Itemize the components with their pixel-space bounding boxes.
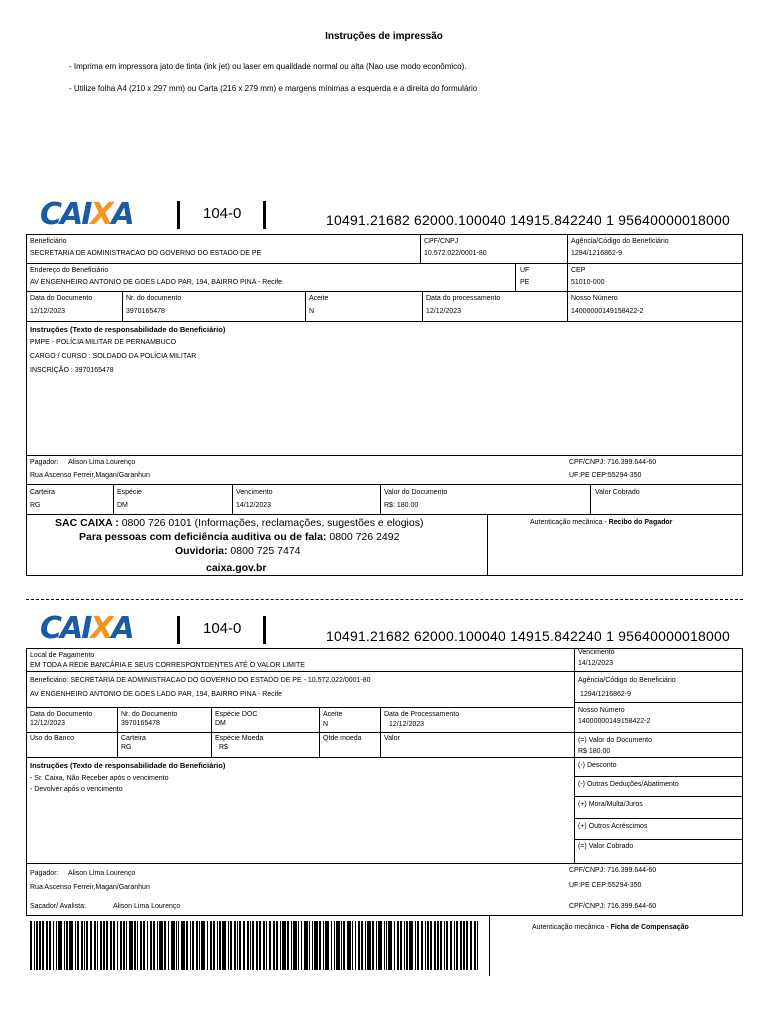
barcode-bar <box>66 921 68 970</box>
barcode-bar <box>293 921 297 970</box>
data-processamento-value: 12/12/2023 <box>389 721 425 728</box>
aceite-label: Aceite <box>323 711 343 718</box>
barcode-bar <box>178 921 179 970</box>
desconto-label: (-) Desconto <box>578 762 617 769</box>
barcode-bar <box>291 921 292 970</box>
barcode-bar <box>34 921 35 970</box>
barcode-bar <box>477 921 478 970</box>
outras-deducoes-label: (-) Outras Deduções/Abatimento <box>578 781 679 788</box>
barcode-bar <box>168 921 169 970</box>
barcode-bar <box>159 921 163 970</box>
barcode-bar <box>192 921 194 970</box>
barcode-bar <box>69 921 73 970</box>
instrucoes-label: Instruções (Texto de responsabilidade do Beneficiário) <box>30 761 226 770</box>
barcode-bar <box>84 921 85 970</box>
barcode-bar <box>30 921 32 970</box>
barcode-bar <box>384 921 385 970</box>
instrucao-line: - Devolver após o vencimento <box>30 786 123 793</box>
barcode-bar <box>228 921 229 970</box>
site-link[interactable]: caixa.gov.br <box>206 562 267 574</box>
barcode-bar <box>397 921 399 970</box>
agencia-value: 1294/1216862-9 <box>571 250 622 257</box>
instrucoes-label: Instruções (Texto de responsabilidade do Beneficiário) <box>30 325 226 334</box>
barcode-bar <box>86 921 88 970</box>
barcode-bar <box>282 921 286 970</box>
header-divider <box>263 616 266 644</box>
agencia-value: 1294/1216862-9 <box>580 691 631 698</box>
barcode-bar <box>46 921 48 970</box>
barcode-bar <box>434 921 436 970</box>
nosso-numero-label: Nosso Número <box>571 295 618 302</box>
barcode-bar <box>250 921 251 970</box>
print-instructions-title: Instruções de impressão <box>325 31 443 42</box>
barcode-bar <box>323 921 324 970</box>
barcode-bar <box>97 921 98 970</box>
barcode-bar <box>176 921 177 970</box>
pagador-endereco: Rua Ascenso Ferreir,Magan/Garanhun <box>30 884 150 891</box>
barcode-bar <box>77 921 79 970</box>
barcode-bar <box>126 921 127 970</box>
carteira-label: Carteira <box>30 489 55 496</box>
barcode-bar <box>280 921 281 970</box>
barcode-bar <box>437 921 439 970</box>
aceite-label: Aceite <box>309 295 329 302</box>
valor-documento-value: R$: 180.00 <box>384 502 419 509</box>
barcode-bar <box>460 921 462 970</box>
especie-moeda-label: Espécie Moeda <box>215 735 264 742</box>
barcode-bar <box>164 921 166 970</box>
uso-banco-label: Uso do Banco <box>30 735 74 742</box>
barcode-bar <box>56 921 57 970</box>
barcode-bar <box>81 921 83 970</box>
bank-code: 104-0 <box>203 620 242 637</box>
barcode-bar <box>409 921 413 970</box>
barcode-bar <box>181 921 185 970</box>
sacador-label: Sacador/ Avalista: <box>30 903 86 910</box>
sacador-value: Alison Lima Lourenço <box>113 903 181 910</box>
vencimento-value: 14/12/2023 <box>578 660 614 667</box>
barcode-bar <box>343 921 345 970</box>
barcode-bar <box>219 921 221 970</box>
bank-code: 104-0 <box>203 205 242 222</box>
barcode-bar <box>378 921 382 970</box>
barcode-bar <box>53 921 54 970</box>
pagador-endereco: Rua Ascenso Ferreir,Magan/Garanhun <box>30 472 150 479</box>
nosso-numero-value: 14000000149158422-2 <box>571 308 644 315</box>
barcode-bar <box>466 921 468 970</box>
barcode-bar <box>252 921 254 970</box>
instrucao-line: CARGO / CURSO : SOLDADO DA POLÍCIA MILITAR <box>30 353 197 360</box>
barcode-bar <box>427 921 429 970</box>
print-instruction-1: - Imprima em impressora jato de tinta (ink jet) ou laser em qualidade normal ou alta (Nao use modo econômico). <box>69 62 467 71</box>
beneficiario-label: Beneficiário <box>30 238 67 245</box>
barcode-bar <box>269 921 271 970</box>
data-documento-value: 12/12/2023 <box>30 308 66 315</box>
barcode-bar <box>400 921 402 970</box>
barcode-bar <box>444 921 445 970</box>
barcode-bar <box>417 921 419 970</box>
barcode-bar <box>314 921 318 970</box>
valor-cobrado-label: Valor Cobrado <box>595 489 640 496</box>
barcode-bar <box>140 921 142 970</box>
barcode-bar <box>425 921 426 970</box>
barcode-bar <box>150 921 152 970</box>
valor-label: Valor <box>384 735 400 742</box>
digitable-line: 10491.21682 62000.100040 14915.842240 1 95640000018000 <box>326 212 730 228</box>
local-pagamento-value: EM TODA A REDE BANCÁRIA E SEUS CORRESPONTDENTES ATÉ O VALOR LIMITE <box>30 662 305 669</box>
pagador-cpf: CPF/CNPJ: 716.399.644-60 <box>569 867 657 874</box>
barcode-bar <box>336 921 340 970</box>
especie-moeda-value: R$ <box>219 744 228 751</box>
barcode-bar <box>199 921 200 970</box>
barcode-bar <box>446 921 448 970</box>
pagador-uf-cep: UF:PE CEP:55294-350 <box>569 882 642 889</box>
barcode <box>30 921 480 970</box>
barcode-bar <box>470 921 472 970</box>
aceite-value: N <box>323 721 329 728</box>
barcode-bar <box>113 921 115 970</box>
autenticacao-recibo: Autenticação mecânica - Recibo do Pagador <box>530 519 673 526</box>
qtde-moeda-label: Qtde moeda <box>323 735 362 742</box>
local-pagamento-label: Local de Pagamento <box>30 652 95 659</box>
barcode-bar <box>287 921 289 970</box>
barcode-bar <box>49 921 51 970</box>
caixa-logo: CAIXA <box>40 197 133 232</box>
barcode-bar <box>58 921 62 970</box>
barcode-bar <box>75 921 76 970</box>
data-processamento-label: Data de Processamento <box>384 711 460 718</box>
barcode-bar <box>341 921 342 970</box>
barcode-bar <box>110 921 112 970</box>
barcode-bar <box>213 921 215 970</box>
instrucao-line: INSCRIÇÃO : 3970165478 <box>30 367 114 374</box>
cpfcnpj-label: CPF/CNPJ <box>424 238 459 245</box>
barcode-bar <box>196 921 198 970</box>
carteira-value: RG <box>121 744 132 751</box>
barcode-bar <box>334 921 335 970</box>
autenticacao-ficha: Autenticação mecânica - Ficha de Compensação <box>532 924 689 931</box>
barcode-bar <box>120 921 122 970</box>
barcode-bar <box>474 921 476 970</box>
carteira-value: RG <box>30 502 41 509</box>
nr-documento-label: Nr. do documento <box>126 295 182 302</box>
digitable-line: 10491.21682 62000.100040 14915.842240 1 95640000018000 <box>326 628 730 644</box>
barcode-bar <box>153 921 155 970</box>
instrucao-line: PMPE - POLÍCIA MILITAR DE PERNAMBUCO <box>30 339 177 346</box>
header-divider <box>177 616 180 644</box>
barcode-bar <box>304 921 308 970</box>
beneficiario-line: Beneficiário: SECRETARIA DE ADMINISTRACAO DO GOVERNO DO ESTADO DE PE - 10.572.022/0001-80 <box>30 677 371 684</box>
cpfcnpj-value: 10.572.022/0001-80 <box>424 250 487 257</box>
barcode-bar <box>298 921 299 970</box>
deficiencia-line: Para pessoas com deficiência auditiva ou de fala: 0800 726 2492 <box>79 531 400 543</box>
barcode-bar <box>319 921 321 970</box>
pagador-label: Pagador: <box>30 459 59 466</box>
barcode-bar <box>237 921 238 970</box>
barcode-bar <box>147 921 148 970</box>
sac-line: SAC CAIXA : 0800 726 0101 (Informações, reclamações, sugestões e elogios) <box>55 517 424 529</box>
barcode-bar <box>157 921 158 970</box>
mora-multa-label: (+) Mora/Multa/Juros <box>578 801 643 808</box>
barcode-bar <box>222 921 226 970</box>
cep-label: CEP <box>571 267 586 274</box>
data-documento-label: Data do Documento <box>30 711 93 718</box>
barcode-bar <box>386 921 387 970</box>
barcode-bar <box>90 921 92 970</box>
pagador-value: Alison Lima Lourenço <box>68 870 136 877</box>
pagador-label: Pagador: <box>30 870 59 877</box>
especie-doc-label: Espécie DOC <box>215 711 258 718</box>
aceite-value: N <box>309 308 315 315</box>
barcode-bar <box>388 921 392 970</box>
barcode-bar <box>247 921 249 970</box>
instrucao-line: - Sr. Caixa, Não Receber após o vencimento <box>30 775 169 782</box>
vencimento-label: Vencimento <box>236 489 273 496</box>
outros-acrescimos-label: (+) Outros Acréscimos <box>578 823 648 830</box>
barcode-bar <box>129 921 133 970</box>
endereco-value: AV ENGENHEIRO ANTONIO DE GOES LADO PAR, 194, BAIRRO PINA - Recife <box>30 279 283 286</box>
barcode-bar <box>404 921 405 970</box>
barcode-bar <box>358 921 360 970</box>
barcode-bar <box>190 921 191 970</box>
barcode-bar <box>276 921 278 970</box>
barcode-bar <box>273 921 275 970</box>
barcode-bar <box>454 921 455 970</box>
pagador-uf-cep: UF:PE CEP:55294-350 <box>569 472 642 479</box>
nr-documento-value: 3970165478 <box>121 720 160 727</box>
barcode-bar <box>210 921 212 970</box>
header-divider <box>263 201 266 229</box>
uf-value: PE <box>520 279 530 286</box>
barcode-bar <box>134 921 136 970</box>
barcode-bar <box>103 921 105 970</box>
barcode-bar <box>117 921 118 970</box>
header-divider <box>177 201 180 229</box>
nr-documento-label: Nr. do Documento <box>121 711 178 718</box>
barcode-bar <box>372 921 374 970</box>
barcode-bar <box>36 921 38 970</box>
barcode-divider <box>489 916 490 976</box>
print-instruction-2: - Utilize folha A4 (210 x 297 mm) ou Carta (216 x 279 mm) e margens mínimas a esquerda e a direita do formulário <box>69 84 478 93</box>
pagador-cpf: CPF/CNPJ: 716.399.644-60 <box>569 459 657 466</box>
endereco-value: AV ENGENHEIRO ANTONIO DE GOES LADO PAR, 194, BAIRRO PINA - Recife <box>30 691 283 698</box>
barcode-bar <box>243 921 245 970</box>
barcode-bar <box>100 921 102 970</box>
valor-cobrado-label: (=) Valor Cobrado <box>578 843 634 850</box>
barcode-bar <box>207 921 208 970</box>
barcode-bar <box>143 921 145 970</box>
barcode-bar <box>263 921 265 970</box>
barcode-bar <box>301 921 302 970</box>
barcode-bar <box>230 921 232 970</box>
data-documento-value: 12/12/2023 <box>30 720 66 727</box>
data-processamento-value: 12/12/2023 <box>426 308 462 315</box>
barcode-bar <box>201 921 205 970</box>
especie-doc-value: DM <box>215 720 226 727</box>
barcode-bar <box>361 921 363 970</box>
data-processamento-label: Data do processamento <box>426 295 501 302</box>
valor-documento-label: Valor do Documento <box>384 489 448 496</box>
barcode-bar <box>440 921 442 970</box>
caixa-logo: CAIXA <box>40 611 133 646</box>
nosso-numero-label: Nosso Número <box>578 707 625 714</box>
carteira-label: Carteira <box>121 735 146 742</box>
vencimento-value: 14/12/2023 <box>236 502 272 509</box>
barcode-bar <box>171 921 175 970</box>
barcode-bar <box>309 921 310 970</box>
barcode-bar <box>376 921 377 970</box>
barcode-bar <box>137 921 138 970</box>
especie-value: DM <box>117 502 128 509</box>
agencia-label: Agência/Código do Beneficiário <box>578 677 676 684</box>
sacador-cpf: CPF/CNPJ: 716.399.644-60 <box>569 903 657 910</box>
barcode-bar <box>415 921 416 970</box>
barcode-bar <box>217 921 218 970</box>
vencimento-label: Vencimento <box>578 649 615 656</box>
barcode-bar <box>42 921 44 970</box>
barcode-bar <box>266 921 267 970</box>
beneficiario-value: SECRETARIA DE ADMINISTRACAO DO GOVERNO DO ESTADO DE PE <box>30 250 262 257</box>
barcode-bar <box>367 921 371 970</box>
barcode-bar <box>394 921 395 970</box>
barcode-bar <box>430 921 432 970</box>
barcode-bar <box>94 921 96 970</box>
barcode-bar <box>64 921 65 970</box>
barcode-bar <box>355 921 356 970</box>
nr-documento-value: 3970165478 <box>126 308 165 315</box>
especie-label: Espécie <box>117 489 142 496</box>
valor-documento-value: R$ 180.00 <box>578 748 611 755</box>
barcode-bar <box>347 921 351 970</box>
ouvidoria-line: Ouvidoria: 0800 725 7474 <box>175 545 301 557</box>
agencia-label: Agência/Código do Beneficiário <box>571 238 669 245</box>
barcode-bar <box>463 921 465 970</box>
barcode-bar <box>352 921 353 970</box>
barcode-bar <box>406 921 408 970</box>
barcode-bar <box>312 921 313 970</box>
barcode-bar <box>259 921 261 970</box>
barcode-bar <box>234 921 236 970</box>
data-documento-label: Data do Documento <box>30 295 93 302</box>
valor-documento-label: (=) Valor do Documento <box>578 737 652 744</box>
barcode-bar <box>39 921 41 970</box>
barcode-bar <box>421 921 423 970</box>
barcode-bar <box>365 921 366 970</box>
cut-line <box>26 599 743 600</box>
barcode-bar <box>456 921 458 970</box>
barcode-bar <box>106 921 108 970</box>
pagador-value: Alison Lima Lourenço <box>68 459 136 466</box>
barcode-bar <box>186 921 188 970</box>
cep-value: 51010-000 <box>571 279 605 286</box>
barcode-bar <box>256 921 258 970</box>
nosso-numero-value: 14000000149158422-2 <box>578 718 651 725</box>
barcode-bar <box>239 921 241 970</box>
barcode-bar <box>450 921 452 970</box>
endereco-label: Endereço do Beneficiário <box>30 267 109 274</box>
barcode-bar <box>325 921 329 970</box>
barcode-bar <box>331 921 332 970</box>
barcode-bar <box>123 921 125 970</box>
uf-label: UF <box>520 267 530 274</box>
